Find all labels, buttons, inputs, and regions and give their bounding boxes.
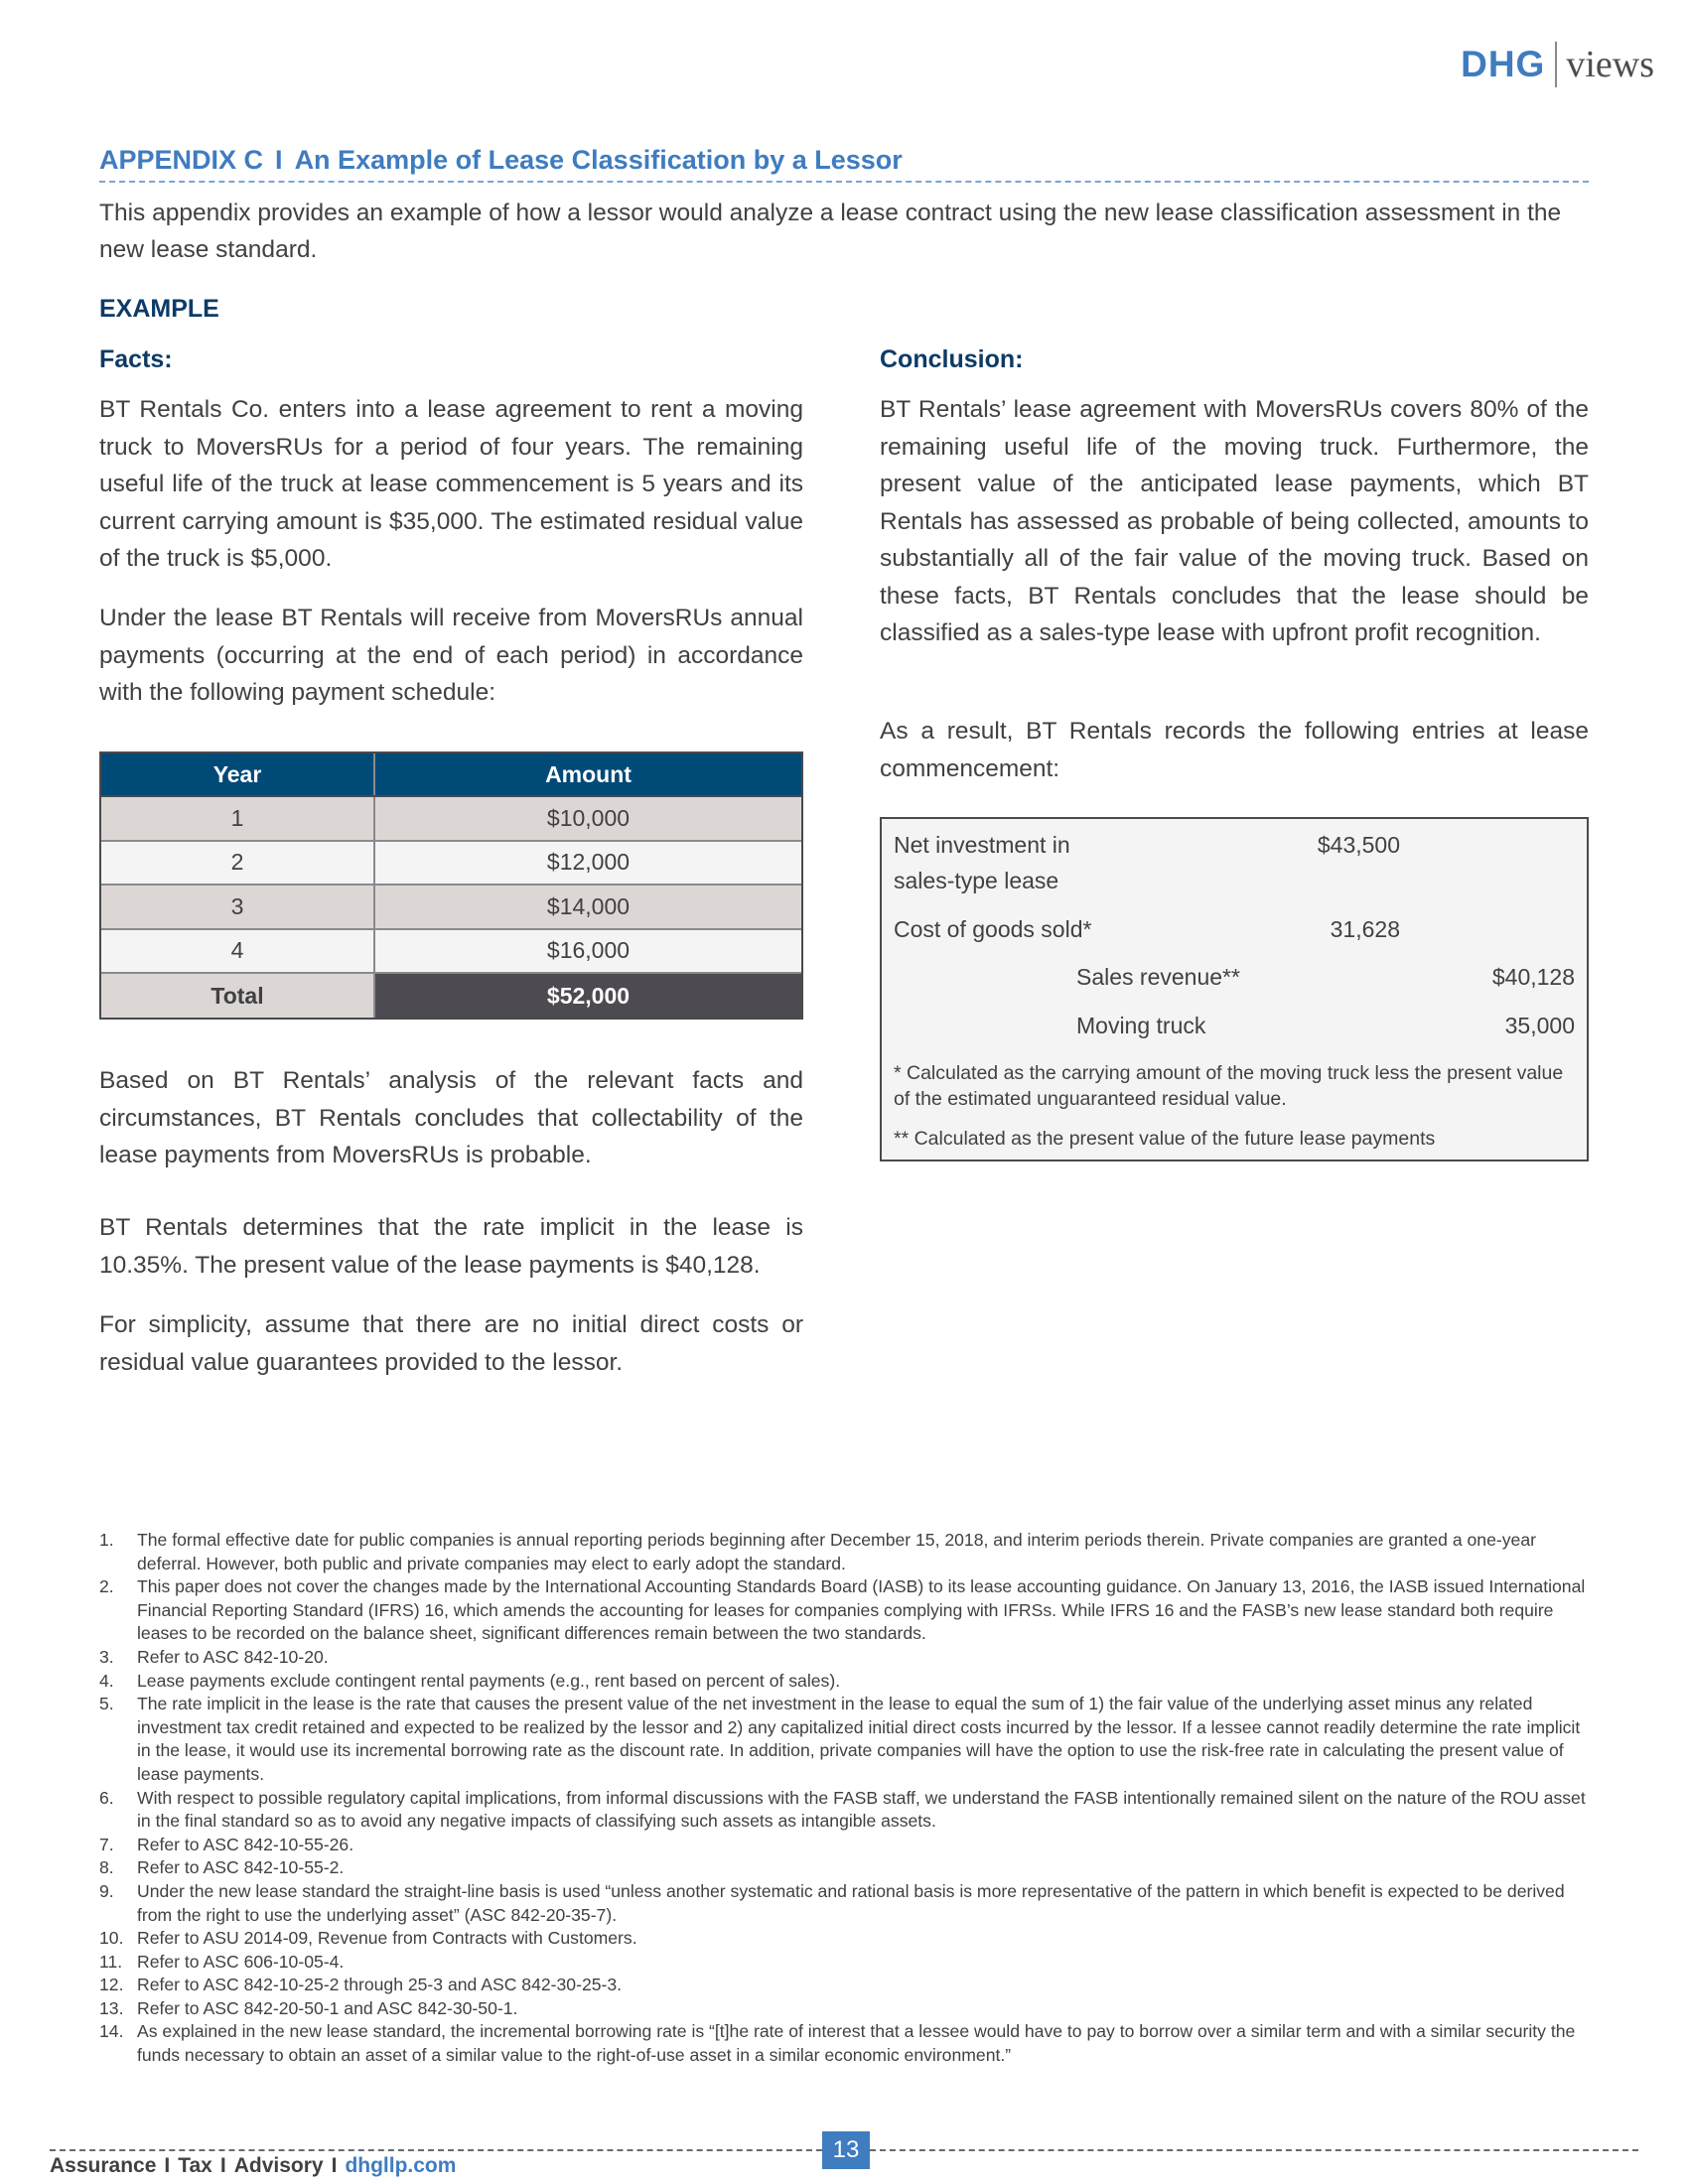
footnote-number: 10. bbox=[99, 1928, 124, 1949]
header-year: Year bbox=[101, 753, 375, 795]
footnote-item bbox=[99, 1529, 1589, 1575]
footer-divider-left bbox=[50, 2149, 822, 2151]
year-cell: 3 bbox=[101, 886, 375, 927]
footnote-text: Refer to ASC 842-20-50-1 and ASC 842-30-50-1. bbox=[137, 1997, 518, 2018]
footnote-item bbox=[99, 1834, 1589, 1857]
footnote-item bbox=[99, 1693, 1589, 1786]
table-total-row bbox=[101, 974, 801, 1018]
intro-paragraph: This appendix provides an example of how a lessor would analyze a lease contract using the new lease classification assessment in the new lease standard. bbox=[99, 200, 1562, 263]
footer-separator: I bbox=[219, 2154, 226, 2177]
footnote-item bbox=[99, 2020, 1589, 2067]
logo-brand: DHG bbox=[1461, 44, 1546, 84]
payment-schedule-table bbox=[99, 751, 803, 1020]
footnote-item bbox=[99, 1880, 1589, 1927]
footnote-number: 11. bbox=[99, 1951, 123, 1972]
net-investment-debit: $43,500 bbox=[1317, 832, 1400, 858]
table-header-row bbox=[101, 753, 801, 797]
year-cell: 4 bbox=[101, 930, 375, 972]
footer-divider-right bbox=[870, 2149, 1638, 2151]
footnote-item bbox=[99, 1787, 1589, 1834]
title-divider bbox=[99, 181, 1589, 183]
footnote-item bbox=[99, 1974, 1589, 1997]
year-cell: 2 bbox=[101, 842, 375, 884]
footnote-text: Refer to ASU 2014-09, Revenue from Contracts with Customers. bbox=[137, 1928, 637, 1949]
appendix-title bbox=[99, 145, 903, 176]
footer-separator: I bbox=[164, 2154, 171, 2177]
footnote-item bbox=[99, 1670, 1589, 1694]
dhg-views-logo bbox=[1461, 40, 1654, 89]
facts-paragraph-2: Under the lease BT Rentals will receive from MoversRUs annual payments (occurring at the end of each period) in accordance with the following payment schedule: bbox=[99, 605, 803, 706]
footnote-item bbox=[99, 1951, 1589, 1975]
footnote-number: 3. bbox=[99, 1646, 114, 1667]
footnote-item bbox=[99, 1856, 1589, 1880]
footnote-text: Refer to ASC 606-10-05-4. bbox=[137, 1951, 345, 1972]
footer-service-links bbox=[50, 2154, 456, 2178]
net-investment-label-line1: Net investment in bbox=[894, 832, 1070, 858]
year-cell: 1 bbox=[101, 797, 375, 839]
footnote-text: Refer to ASC 842-10-25-2 through 25-3 and ASC 842-30-25-3. bbox=[137, 1975, 623, 1995]
conclusion-paragraph-1: BT Rentals’ lease agreement with MoversRUs covers 80% of the remaining useful life of the moving truck. Furthermore, the present value of the anticipated lease payments, which BT Rentals has assessed as probable of being collected, amounts to substantially all of the fair value of the moving truck. Based on these facts, BT Rentals concludes that the lease should be classified as a sales-type lease with upfront profit recognition. bbox=[880, 396, 1589, 646]
facts-heading: Facts: bbox=[99, 345, 173, 373]
footnote-number: 13. bbox=[99, 1997, 124, 2018]
footnote-text: Refer to ASC 842-10-55-26. bbox=[137, 1834, 354, 1854]
total-amount: $52,000 bbox=[375, 974, 801, 1018]
journal-entries-box bbox=[880, 817, 1589, 1161]
amount-cell: $14,000 bbox=[546, 892, 631, 919]
sales-revenue-label: Sales revenue** bbox=[1076, 964, 1240, 990]
facts-paragraph-4: BT Rentals determines that the rate implicit in the lease is 10.35%. The present value of the lease payments is $40,128. bbox=[99, 1214, 803, 1279]
footnote-text: Refer to ASC 842-10-55-2. bbox=[137, 1857, 345, 1878]
footnote-number: 8. bbox=[99, 1857, 114, 1878]
footnote-text: Refer to ASC 842-10-20. bbox=[137, 1646, 329, 1667]
cogs-debit: 31,628 bbox=[1330, 916, 1400, 942]
appendix-separator: I bbox=[275, 145, 283, 175]
table-row bbox=[101, 797, 801, 841]
sales-revenue-credit: $40,128 bbox=[1491, 964, 1575, 990]
footnotes-list bbox=[99, 1529, 1589, 2068]
footnote-item bbox=[99, 1575, 1589, 1646]
conclusion-paragraph-2: As a result, BT Rentals records the following entries at lease commencement: bbox=[880, 718, 1589, 782]
footnote-text: Under the new lease standard the straight-line basis is used “unless another systematic and rational basis is more representative of the pattern in which benefit is expected to be derived from the right to use the underlying asset” (ASC 842-20-35-7). bbox=[137, 1880, 1565, 1925]
footer-separator: I bbox=[331, 2154, 338, 2177]
footnote-text: The formal effective date for public companies is annual reporting periods beginning after December 15, 2018, and interim periods therein. Private companies are granted a one-year deferral. However, both public and private companies may elect to early adopt the standard. bbox=[137, 1530, 1536, 1573]
cogs-label: Cost of goods sold* bbox=[894, 916, 1092, 942]
footnote-text: As explained in the new lease standard, the incremental borrowing rate is “[t]he rate of interest that a lessee would have to pay to borrow over a similar term and with a similar security the funds necessary to obtain an asset of a similar value to the right-of-use asset in a similar economic environment.” bbox=[137, 2021, 1576, 2066]
table-row bbox=[101, 930, 801, 974]
footnote-number: 9. bbox=[99, 1880, 114, 1901]
footnote-number: 12. bbox=[99, 1975, 124, 1995]
footer-website-link[interactable]: dhgllp.com bbox=[345, 2154, 457, 2177]
footnote-number: 5. bbox=[99, 1694, 114, 1714]
footnote-number: 4. bbox=[99, 1670, 114, 1691]
logo-sub: views bbox=[1566, 44, 1654, 85]
facts-paragraph-1: BT Rentals Co. enters into a lease agreement to rent a moving truck to MoversRUs for a period of four years. The remaining useful life of the truck at lease commencement is 5 years and its current carrying amount is $35,000. The estimated residual value of the truck is $5,000. bbox=[99, 396, 803, 572]
amount-cell: $12,000 bbox=[546, 849, 631, 876]
footnote-text: With respect to possible regulatory capital implications, from informal discussions with the FASB staff, we understand the FASB intentionally remained silent on the nature of the ROU asset in the final standard so as to avoid any negative impacts of classifying such assets as intangible assets. bbox=[137, 1787, 1586, 1832]
footnote-item bbox=[99, 1646, 1589, 1670]
amount-cell: $16,000 bbox=[546, 937, 631, 964]
moving-truck-label: Moving truck bbox=[1076, 1013, 1206, 1038]
moving-truck-credit: 35,000 bbox=[1504, 1013, 1575, 1038]
page-number: 13 bbox=[822, 2131, 870, 2169]
example-heading: EXAMPLE bbox=[99, 295, 219, 323]
footer-tax: Tax bbox=[178, 2154, 212, 2177]
entry-note-1: * Calculated as the carrying amount of the moving truck less the present value of the estimated unguaranteed residual value. bbox=[894, 1062, 1564, 1110]
footnote-number: 1. bbox=[99, 1530, 114, 1550]
facts-paragraph-3: Based on BT Rentals’ analysis of the relevant facts and circumstances, BT Rentals concludes that collectability of the lease payments from MoversRUs is probable. bbox=[99, 1067, 803, 1168]
footnote-number: 6. bbox=[99, 1787, 114, 1808]
table-row bbox=[101, 842, 801, 886]
entry-note-2: ** Calculated as the present value of the future lease payments bbox=[894, 1128, 1436, 1150]
logo-divider bbox=[1555, 42, 1557, 87]
footnote-number: 2. bbox=[99, 1576, 114, 1597]
footer-assurance: Assurance bbox=[50, 2154, 157, 2177]
footer-advisory: Advisory bbox=[233, 2154, 324, 2177]
footnote-item bbox=[99, 1997, 1589, 2021]
conclusion-heading: Conclusion: bbox=[880, 345, 1024, 373]
footnote-number: 7. bbox=[99, 1834, 114, 1854]
appendix-label: APPENDIX C bbox=[99, 145, 264, 175]
total-label: Total bbox=[101, 974, 375, 1018]
net-investment-label-line2: sales-type lease bbox=[894, 868, 1059, 893]
facts-paragraph-5: For simplicity, assume that there are no initial direct costs or residual value guarantees provided to the lessor. bbox=[99, 1311, 803, 1376]
table-row bbox=[101, 886, 801, 929]
appendix-heading: An Example of Lease Classification by a Lessor bbox=[294, 145, 903, 175]
footnote-text: Lease payments exclude contingent rental payments (e.g., rent based on percent of sales). bbox=[137, 1670, 841, 1691]
footnote-number: 14. bbox=[99, 2021, 124, 2042]
footnote-item bbox=[99, 1927, 1589, 1951]
footnote-text: This paper does not cover the changes made by the International Accounting Standards Board (IASB) to its lease accounting guidance. On January 13, 2016, the IASB issued International Financial Reporting Standard (IFRS) 16, which amends the accounting for leases for companies complying with IFRSs. While IFRS 16 and the FASB’s new lease standard both require leases to be recorded on the balance sheet, significant differences remain between the two standards. bbox=[137, 1576, 1586, 1644]
footnote-text: The rate implicit in the lease is the rate that causes the present value of the net investment in the lease to equal the sum of 1) the fair value of the underlying asset minus any related investment tax credit retained and expected to be realized by the lessor and 2) any capitalized initial direct costs incurred by the lessor. If a lessee cannot readily determine the rate implicit in the lease, it would use its incremental borrowing rate as the discount rate. In addition, private companies will have the option to use the risk-free rate in calculating the present value of lease payments. bbox=[137, 1694, 1581, 1784]
amount-cell: $10,000 bbox=[546, 805, 631, 832]
header-amount: Amount bbox=[545, 760, 632, 787]
